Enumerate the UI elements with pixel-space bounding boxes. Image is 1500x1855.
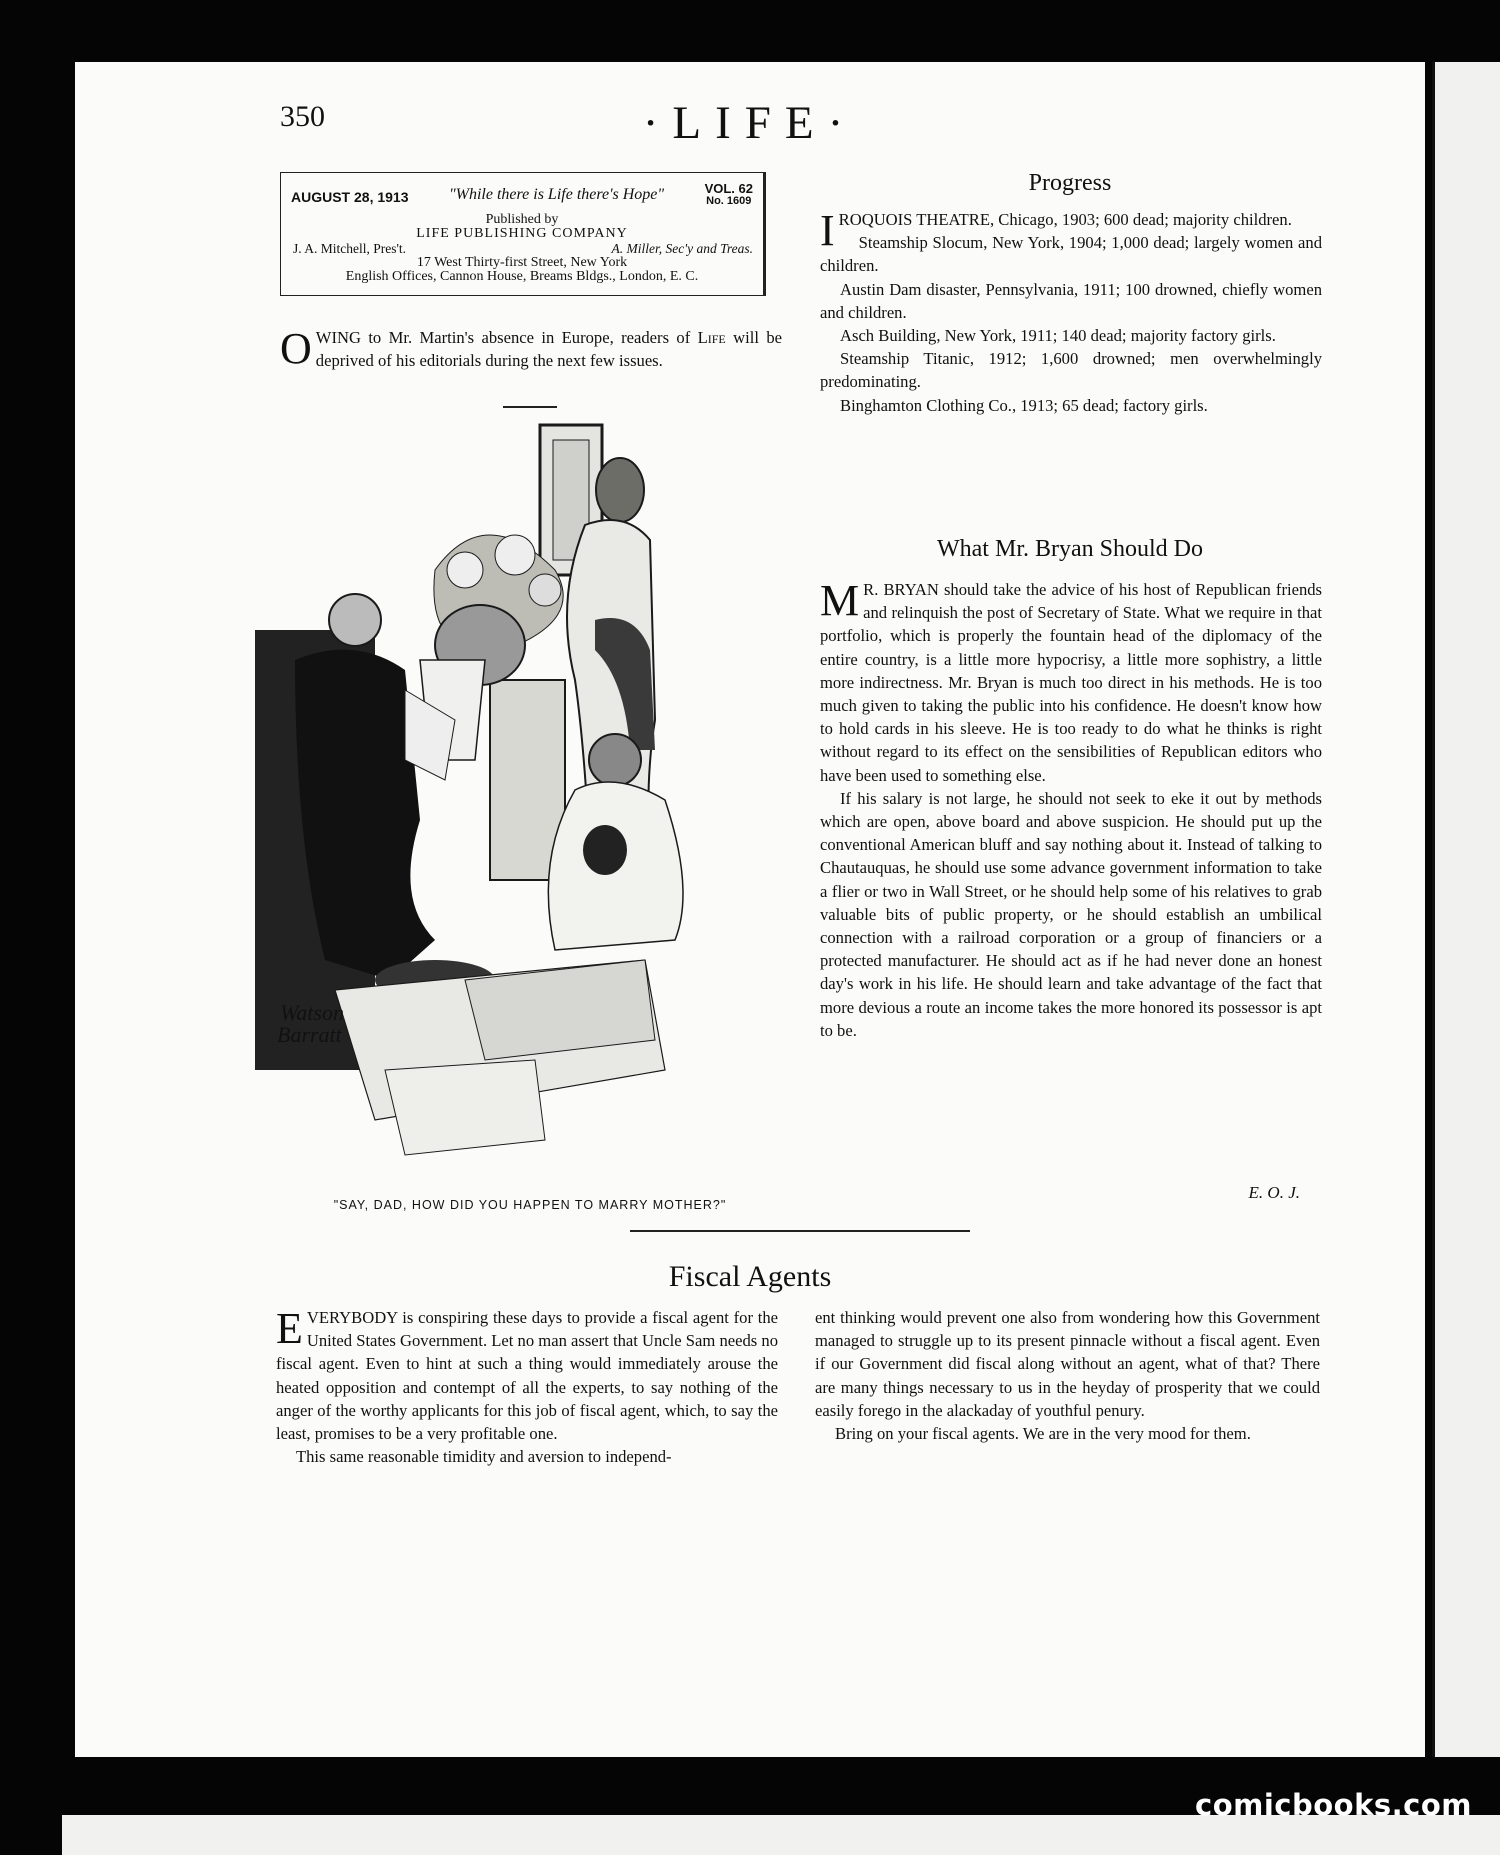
issue-number: No. 1609 [706, 195, 752, 207]
drop-cap: M [820, 576, 860, 625]
progress-list: IROQUOIS THEATRE, Chicago, 1903; 600 dead; majority children. Steamship Slocum, New York, 1904; 1,000 dead; largely women and children. Austin Dam disaster, Pennsylvania, 1911; 100 drowned, chiefly women and children. Asch Building, New York, 1911; 140 dead; majority factory girls. Steamship Titanic, 1912; 1,600 drowned; men overwhelmingly predominating. Binghamton Clothing Co., 1913; 65 dead; factory girls. [820, 208, 1322, 417]
watermark-brand: comicbooks.com [1195, 1788, 1472, 1822]
volume-number [705, 183, 753, 207]
artist-signature-line2: Barratt [277, 1022, 342, 1047]
page-number: 350 [280, 100, 325, 133]
bryan-article: M R. BRYAN should take the advice of his host of Republican friends and relinquish the post of Secretary of State. What we require in that portfolio, which is properly the fountain head of the diplomacy of the entire country, is a little more hypocrisy, a little more sophistry, a little more indirectness. Mr. Bryan is much too direct in his methods. He is too much given to taking the public into his confidence. He doesn't know how to hold cards in his sleeve. He is too ready to do what he thinks is right without regard to its effect on the sensibilities of Republican editors who have been used to something else. If his salary is not large, he should not seek to eke it out by methods which are open, above board and above suspicion. He should put up the conventional American bluff and say nothing about it. Instead of talking to Chautauquas, he should use some advance government information to take a flier or two in Wall Street, or he should help some of his relatives to grab valuable bits of public property, or he should establish an umbilical connection with a railroad corporation or a group of financiers or a protected manufacturer. He should act as if he had never done an honest day's work in his life. He should learn and take advantage of the fact that more devious a route an income takes the more honored its possessor is apt to be. [820, 576, 1322, 1040]
drop-cap: I [820, 206, 835, 255]
list-item: Asch Building, New York, 1911; 140 dead; majority factory girls. [840, 326, 1276, 346]
bryan-title: What Mr. Bryan Should Do [937, 536, 1203, 562]
published-by: Published by [485, 212, 559, 227]
bryan-signature: E. O. J. [1248, 1183, 1300, 1202]
artist-signature: Watson [280, 1000, 344, 1025]
drop-cap: O [280, 324, 312, 373]
publisher-address: 17 West Thirty-first Street, New York [416, 255, 628, 270]
volume: VOL. 62 [704, 181, 753, 196]
english-offices: English Offices, Cannon House, Breams Bldgs., London, E. C. [345, 269, 699, 284]
list-item: Steamship Slocum, New York, 1904; 1,000 dead; largely women and children. [820, 233, 1322, 276]
list-item: Steamship Titanic, 1912; 1,600 drowned; men overwhelmingly predominating. [820, 349, 1322, 392]
president: J. A. Mitchell, Pres't. [293, 241, 407, 256]
masthead-title: ·LIFE· [642, 97, 858, 149]
secretary: A. Miller, Sec'y and Treas. [611, 241, 753, 256]
illustration-caption: "SAY, DAD, HOW DID YOU HAPPEN TO MARRY MOTHER?" [333, 1198, 727, 1212]
list-item: Binghamton Clothing Co., 1913; 65 dead; factory girls. [840, 395, 1208, 415]
drop-cap: E [276, 1304, 303, 1353]
fiscal-title: Fiscal Agents [668, 1260, 832, 1293]
progress-title: Progress [1028, 170, 1112, 196]
fiscal-column-1: EVERYBODY is conspiring these days to provide a fiscal agent for the United States Government. Let no man assert that Uncle Sam needs no fiscal agent. Even to hint at such a thing would immediately arouse the heated opposition and contempt of all the experts, to say nothing of the anger of the worthy applicants for this job of fiscal agent, which, to say the least, promises to be a very profitable one. This same reasonable timidity and aversion to independ- [276, 1304, 778, 1467]
absence-notice: OWING to Mr. Martin's absence in Europe, readers of Life will be deprived of his editorials during the next few issues. [280, 324, 782, 373]
issue-date: AUGUST 28, 1913 [291, 189, 409, 205]
motto: "While there is Life there's Hope" [448, 186, 665, 203]
adjacent-page-edge [1432, 62, 1500, 1757]
list-item: Austin Dam disaster, Pennsylvania, 1911; 100 drowned, chiefly women and children. [820, 279, 1322, 322]
section-divider [630, 1230, 970, 1232]
notice-divider [503, 406, 557, 408]
publisher-company: LIFE PUBLISHING COMPANY [416, 226, 628, 241]
fiscal-column-2: ent thinking would prevent one also from wondering how this Government managed to struggle up to its present pinnacle without a fiscal agent. Even if our Government did fiscal along without an agent, what of that? There are many things necessary to us in the heyday of prosperity that we could easily forego in the alackaday of youthful penury. Bring on your fiscal agents. We are in the very mood for them. [815, 1308, 1320, 1444]
publication-info-box [280, 172, 766, 296]
illustration [255, 420, 785, 1190]
